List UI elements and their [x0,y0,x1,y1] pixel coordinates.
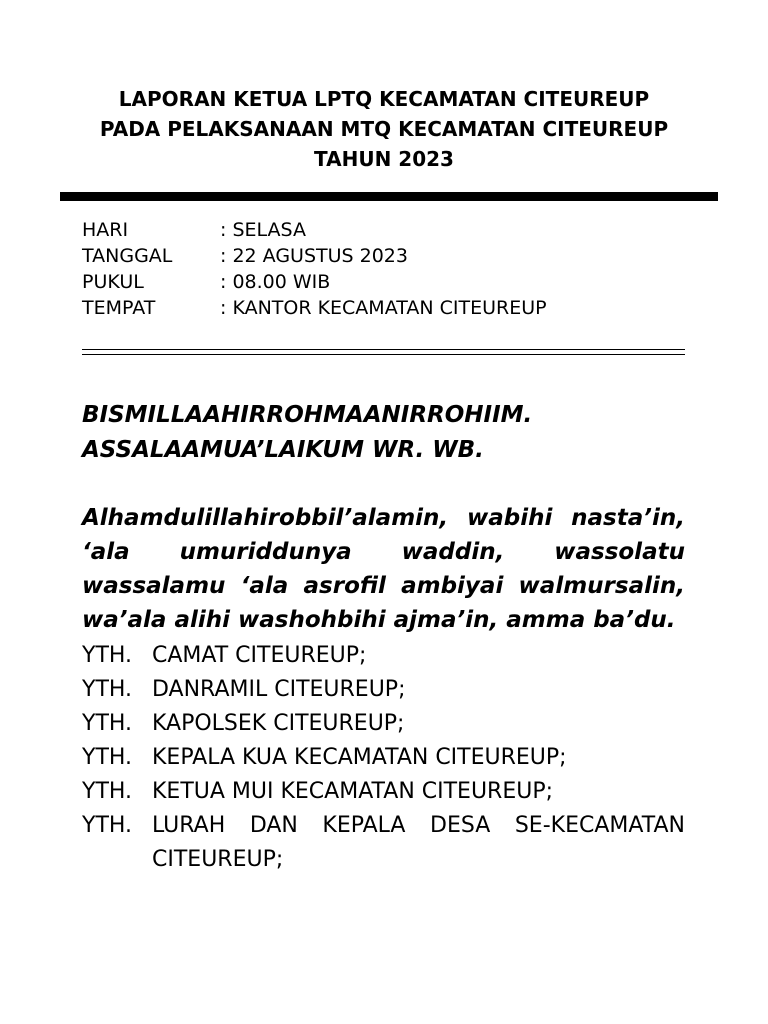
paragraph-line [82,603,685,637]
meta-key: HARI [82,219,129,241]
meta-row-tanggal [82,243,547,269]
document-title [60,84,708,174]
paragraph-word: wassalamu [82,573,226,599]
paragraph-word: walmursalin, [518,573,685,599]
title-line: PADA PELAKSANAAN MTQ KECAMATAN CITEUREUP [99,117,669,141]
addressee-continuation: CITEUREUP; [152,847,284,872]
addressee-prefix: YTH. [82,711,133,736]
meta-row-hari [82,217,547,243]
addressee-item [82,639,685,673]
addressee-word: DESA [430,813,491,838]
meta-key: TANGGAL [82,245,173,267]
paragraph-line [82,501,685,535]
meta-key: TEMPAT [82,297,156,319]
paragraph-word: umuriddunya [179,539,352,565]
meta-row-tempat [82,295,547,321]
addressee-item [82,673,685,707]
paragraph-word: asrofil [303,573,386,599]
meta-value: : 08.00 WIB [220,271,331,293]
addressee-name: KEPALA KUA KECAMATAN CITEUREUP; [152,745,567,770]
paragraph-word: Alhamdulillahirobbil’alamin, [82,505,449,531]
title-line: LAPORAN KETUA LPTQ KECAMATAN CITEUREUP [118,87,650,111]
meta-key: PUKUL [82,271,144,293]
paragraph-word: waddin, [401,539,505,565]
paragraph-word: ‘ala [82,539,130,565]
paragraph-word: wabihi [466,505,553,531]
greeting-line: BISMILLAAHIRROHMAANIRROHIIM. [82,402,533,428]
addressee-prefix: YTH. [82,677,133,702]
paragraph-line [82,535,685,569]
addressee-word: KEPALA [322,813,406,838]
addressee-prefix: YTH. [82,779,133,804]
meta-value: : SELASA [220,219,306,241]
addressee-item [82,809,685,843]
addressee-word: SE-KECAMATAN [514,813,685,838]
addressee-word: LURAH [152,813,226,838]
greeting [82,398,532,468]
addressee-item [82,741,685,775]
meta-value: : 22 AGUSTUS 2023 [220,245,408,267]
addressee-prefix: YTH. [82,813,133,838]
event-meta [82,217,547,321]
addressee-item [82,775,685,809]
addressee-name: KETUA MUI KECAMATAN CITEUREUP; [152,779,554,804]
paragraph-line [82,569,685,603]
addressee-name [152,809,685,843]
greeting-line: ASSALAAMUA’LAIKUM WR. WB. [82,437,484,463]
thick-divider [60,192,718,201]
addressee-list [82,639,685,877]
addressee-word: DAN [249,813,298,838]
addressee-prefix: YTH. [82,745,133,770]
addressee-prefix: YTH. [82,643,133,668]
paragraph-word: wassolatu [554,539,685,565]
paragraph-word: nasta’in, [571,505,685,531]
meta-value: : KANTOR KECAMATAN CITEUREUP [220,297,547,319]
opening-paragraph [82,501,685,637]
addressee-item [82,707,685,741]
title-line: TAHUN 2023 [314,147,454,171]
paragraph-text: wa’ala alihi washohbihi ajma’in, amma ba’du. [82,607,676,633]
addressee-name: KAPOLSEK CITEUREUP; [152,711,405,736]
paragraph-word: ambiyai [401,573,504,599]
double-divider [82,349,685,355]
paragraph-word: ‘ala [240,573,289,599]
meta-row-pukul [82,269,547,295]
addressee-name: CAMAT CITEUREUP; [152,643,367,668]
addressee-name: DANRAMIL CITEUREUP; [152,677,406,702]
